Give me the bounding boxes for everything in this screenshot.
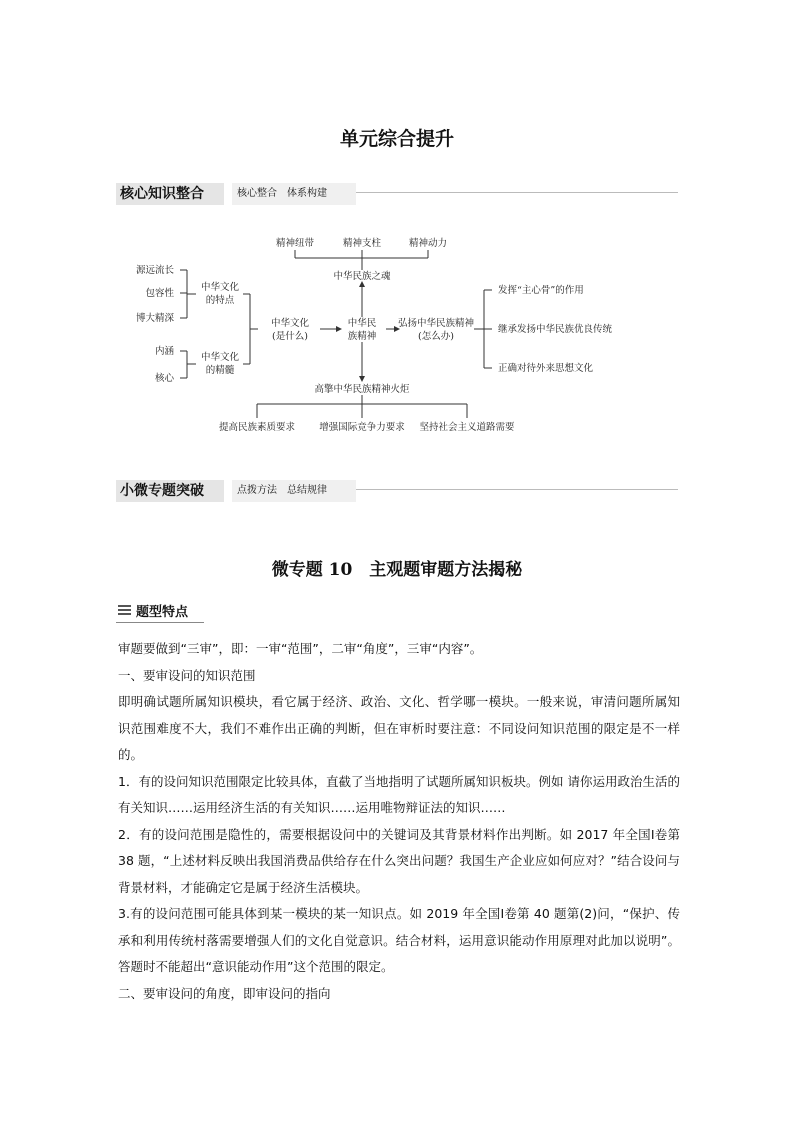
- diagram-top-item: 精神支柱: [342, 238, 382, 249]
- section-heading-text: 题型特点: [136, 605, 189, 620]
- banner-core-knowledge: [116, 183, 678, 205]
- paragraph: 一、要审设问的知识范围: [118, 667, 256, 683]
- paragraph: 二、要审设问的角度，即审设问的指向: [118, 985, 331, 1001]
- paragraph: 审题要做到“三审”，即：一审“范围”，二审“角度”，三审“内容”。: [118, 641, 483, 656]
- banner-rule: [356, 192, 678, 193]
- paragraph: 即明确试题所属知识模块，看它属于经济、政治、文化、哲学哪一模块。一般来说，审清问题所属知识范围难度不大，我们不难作出正确的判断，但在审析时要注意：不同设问知识范围的限定是不一样的。: [118, 694, 680, 762]
- banner-tag: 核心整合 体系构建: [232, 183, 356, 205]
- diagram-bottom-item: 坚持社会主义道路需要: [419, 422, 515, 433]
- diagram-bottom-item: 提高民族素质要求: [218, 422, 296, 433]
- paragraph: 3.有的设问范围可能具体到某一模块的某一知识点。如 2019 年全国Ⅰ卷第 40 题第(2)问，“保护、传承和利用传统村落需要增强人们的文化自觉意识。结合材料，运用意识能动作用原理对此加以说明”。答题时不能超出“意识能动作用”这个范围的限定。: [118, 906, 680, 974]
- diagram-national-spirit: 族精神: [347, 331, 377, 342]
- diagram-essence-label: 的精髓: [205, 365, 235, 376]
- body-text: [118, 636, 680, 1007]
- diagram-right-item: 正确对待外来思想文化: [498, 363, 594, 374]
- diagram-torch: 高擎中华民族精神火炬: [314, 384, 410, 395]
- banner-micro-topic: [116, 480, 678, 502]
- diagram-carry-forward: 弘扬中华民族精神: [397, 318, 475, 329]
- diagram-top-item: 精神纽带: [275, 238, 315, 249]
- diagram-essence-item: 核心: [154, 373, 174, 384]
- diagram-traits-label: 的特点: [205, 295, 235, 306]
- banner-label: 核心知识整合: [116, 183, 224, 205]
- page-title: 单元综合提升: [339, 128, 454, 150]
- banner-rule: [356, 489, 678, 490]
- section-subtitle: 微专题 10 主观题审题方法揭秘: [271, 560, 523, 580]
- diagram-culture-what: 中华文化: [270, 318, 310, 329]
- diagram-traits-label: 中华文化: [200, 282, 240, 293]
- paragraph: 2．有的设问范围是隐性的，需要根据设问中的关键词及其背景材料作出判断。如 2017 年全国Ⅰ卷第 38 题，“上述材料反映出我国消费品供给存在什么突出问题？我国生产企业应如何应对？”结合设问与背景材料，才能确定它是属于经济生活模块。: [118, 826, 680, 895]
- section-underline: [116, 622, 204, 623]
- diagram-carry-forward: (怎么办): [418, 331, 454, 342]
- banner-tag: 点拨方法 总结规律: [232, 480, 356, 502]
- paragraph: 1．有的设问知识范围限定比较具体，直截了当地指明了试题所属知识板块。例如 请你运用政治生活的有关知识……运用经济生活的有关知识……运用唯物辩证法的知识……: [118, 773, 680, 815]
- diagram-essence-item: 内涵: [154, 346, 174, 357]
- section-heading: [118, 601, 188, 620]
- diagram-trait: 包容性: [145, 288, 174, 299]
- banner-label: 小微专题突破: [116, 480, 224, 502]
- diagram-bottom-item: 增强国际竞争力要求: [319, 422, 405, 433]
- diagram-trait: 博大精深: [135, 313, 174, 324]
- diagram-soul: 中华民族之魂: [333, 271, 391, 282]
- diagram-essence-label: 中华文化: [200, 352, 240, 363]
- diagram-right-item: 继承发扬中华民族优良传统: [498, 324, 613, 335]
- diagram-culture-what: (是什么): [272, 331, 308, 342]
- diagram-trait: 源远流长: [135, 265, 174, 276]
- knowledge-diagram: [110, 230, 670, 440]
- diagram-right-item: 发挥“主心骨”的作用: [498, 285, 584, 296]
- diagram-national-spirit: 中华民: [347, 318, 377, 329]
- list-icon: [118, 604, 131, 617]
- diagram-top-item: 精神动力: [408, 238, 448, 249]
